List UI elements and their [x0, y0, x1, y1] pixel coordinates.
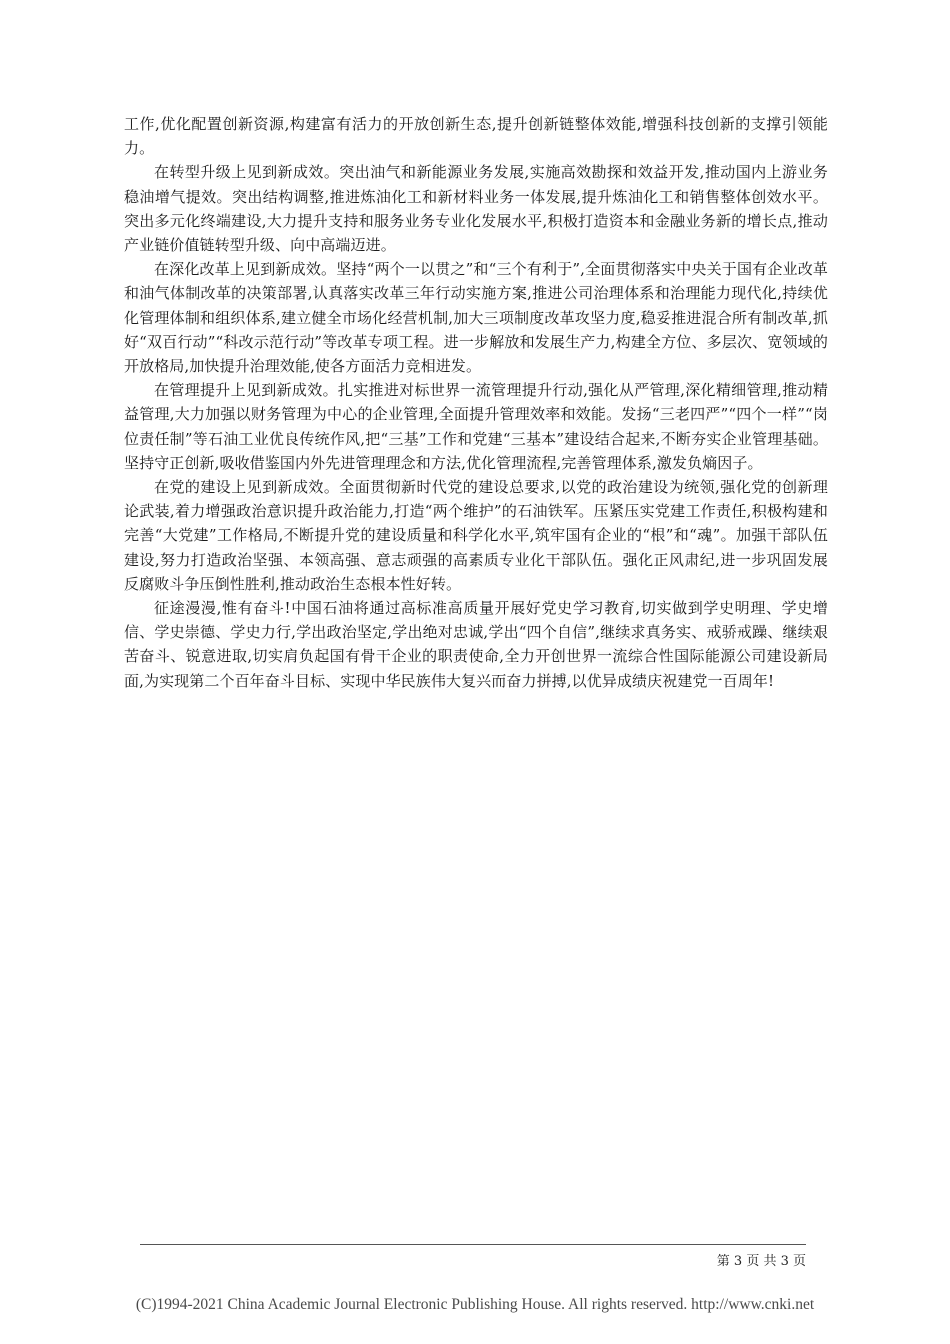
- paragraph-conclusion: 征途漫漫,惟有奋斗!中国石油将通过高标准高质量开展好党史学习教育,切实做到学史明理、学史增信、学史崇德、学史力行,学出政治坚定,学出绝对忠诚,学出“四个自信”,继续求真务实、戒骄戒躁、继续艰苦奋斗、锐意进取,切实肩负起国有骨干企业的职责使命,全力开创世界一流综合性国际能源公司建设新局面,为实现第二个百年奋斗目标、实现中华民族伟大复兴而奋力拼搏,以优异成绩庆祝建党一百周年!: [124, 599, 828, 690]
- page-number: 第 3 页 共 3 页: [716, 1254, 806, 1269]
- paragraph-transformation: 在转型升级上见到新成效。突出油气和新能源业务发展,实施高效勘探和效益开发,推动国内上游业务稳油增气提效。突出结构调整,推进炼油化工和新材料业务一体发展,提升炼油化工和销售整体创效水平。突出多元化终端建设,大力提升支持和服务业务专业化发展水平,积极打造资本和金融业务新的增长点,推动产业链价值链转型升级、向中高端迈进。: [124, 163, 828, 255]
- paragraph-reform: 在深化改革上见到新成效。坚持“两个一以贯之”和“三个有利于”,全面贯彻落实中央关于国有企业改革和油气体制改革的决策部署,认真落实改革三年行动实施方案,推进公司治理体系和治理能力现代化,持续优化管理体制和组织体系,建立健全市场化经营机制,加大三项制度改革攻坚力度,稳妥推进混合所有制改革,抓好“双百行动”“科改示范行动”等改革专项工程。进一步解放和发展生产力,构建全方位、多层次、宽领域的开放格局,加快提升治理效能,使各方面活力竞相进发。: [124, 260, 828, 376]
- copyright-watermark: (C)1994-2021 China Academic Journal Electronic Publishing House. All rights reserved. http://www.cnki.net: [135, 1296, 815, 1313]
- paragraph-continuation: 工作,优化配置创新资源,构建富有活力的开放创新生态,提升创新链整体效能,增强科技创新的支撑引领能力。: [124, 115, 828, 158]
- paragraph-party-building: 在党的建设上见到新成效。全面贯彻新时代党的建设总要求,以党的政治建设为统领,强化党的创新理论武装,着力增强政治意识提升政治能力,打造“两个维护”的石油铁军。压紧压实党建工作责任,积极构建和完善“大党建”工作格局,不断提升党的建设质量和科学化水平,筑牢国有企业的“根”和“魂”。加强干部队伍建设,努力打造政治坚强、本领高强、意志顽强的高素质专业化干部队伍。强化正风肃纪,进一步巩固发展反腐败斗争压倒性胜利,推动政治生态根本性好转。: [124, 478, 828, 593]
- paragraph-management: 在管理提升上见到新成效。扎实推进对标世界一流管理提升行动,强化从严管理,深化精细管理,推动精益管理,大力加强以财务管理为中心的企业管理,全面提升管理效率和效能。发扬“三老四严”“四个一样”“岗位责任制”等石油工业优良传统作风,把“三基”工作和党建“三基本”建设结合起来,不断夯实企业管理基础。坚持守正创新,吸收借鉴国内外先进管理理念和方法,优化管理流程,完善管理体系,激发负熵因子。: [124, 381, 828, 472]
- article-body: [124, 112, 828, 693]
- footer-divider: [140, 1244, 806, 1245]
